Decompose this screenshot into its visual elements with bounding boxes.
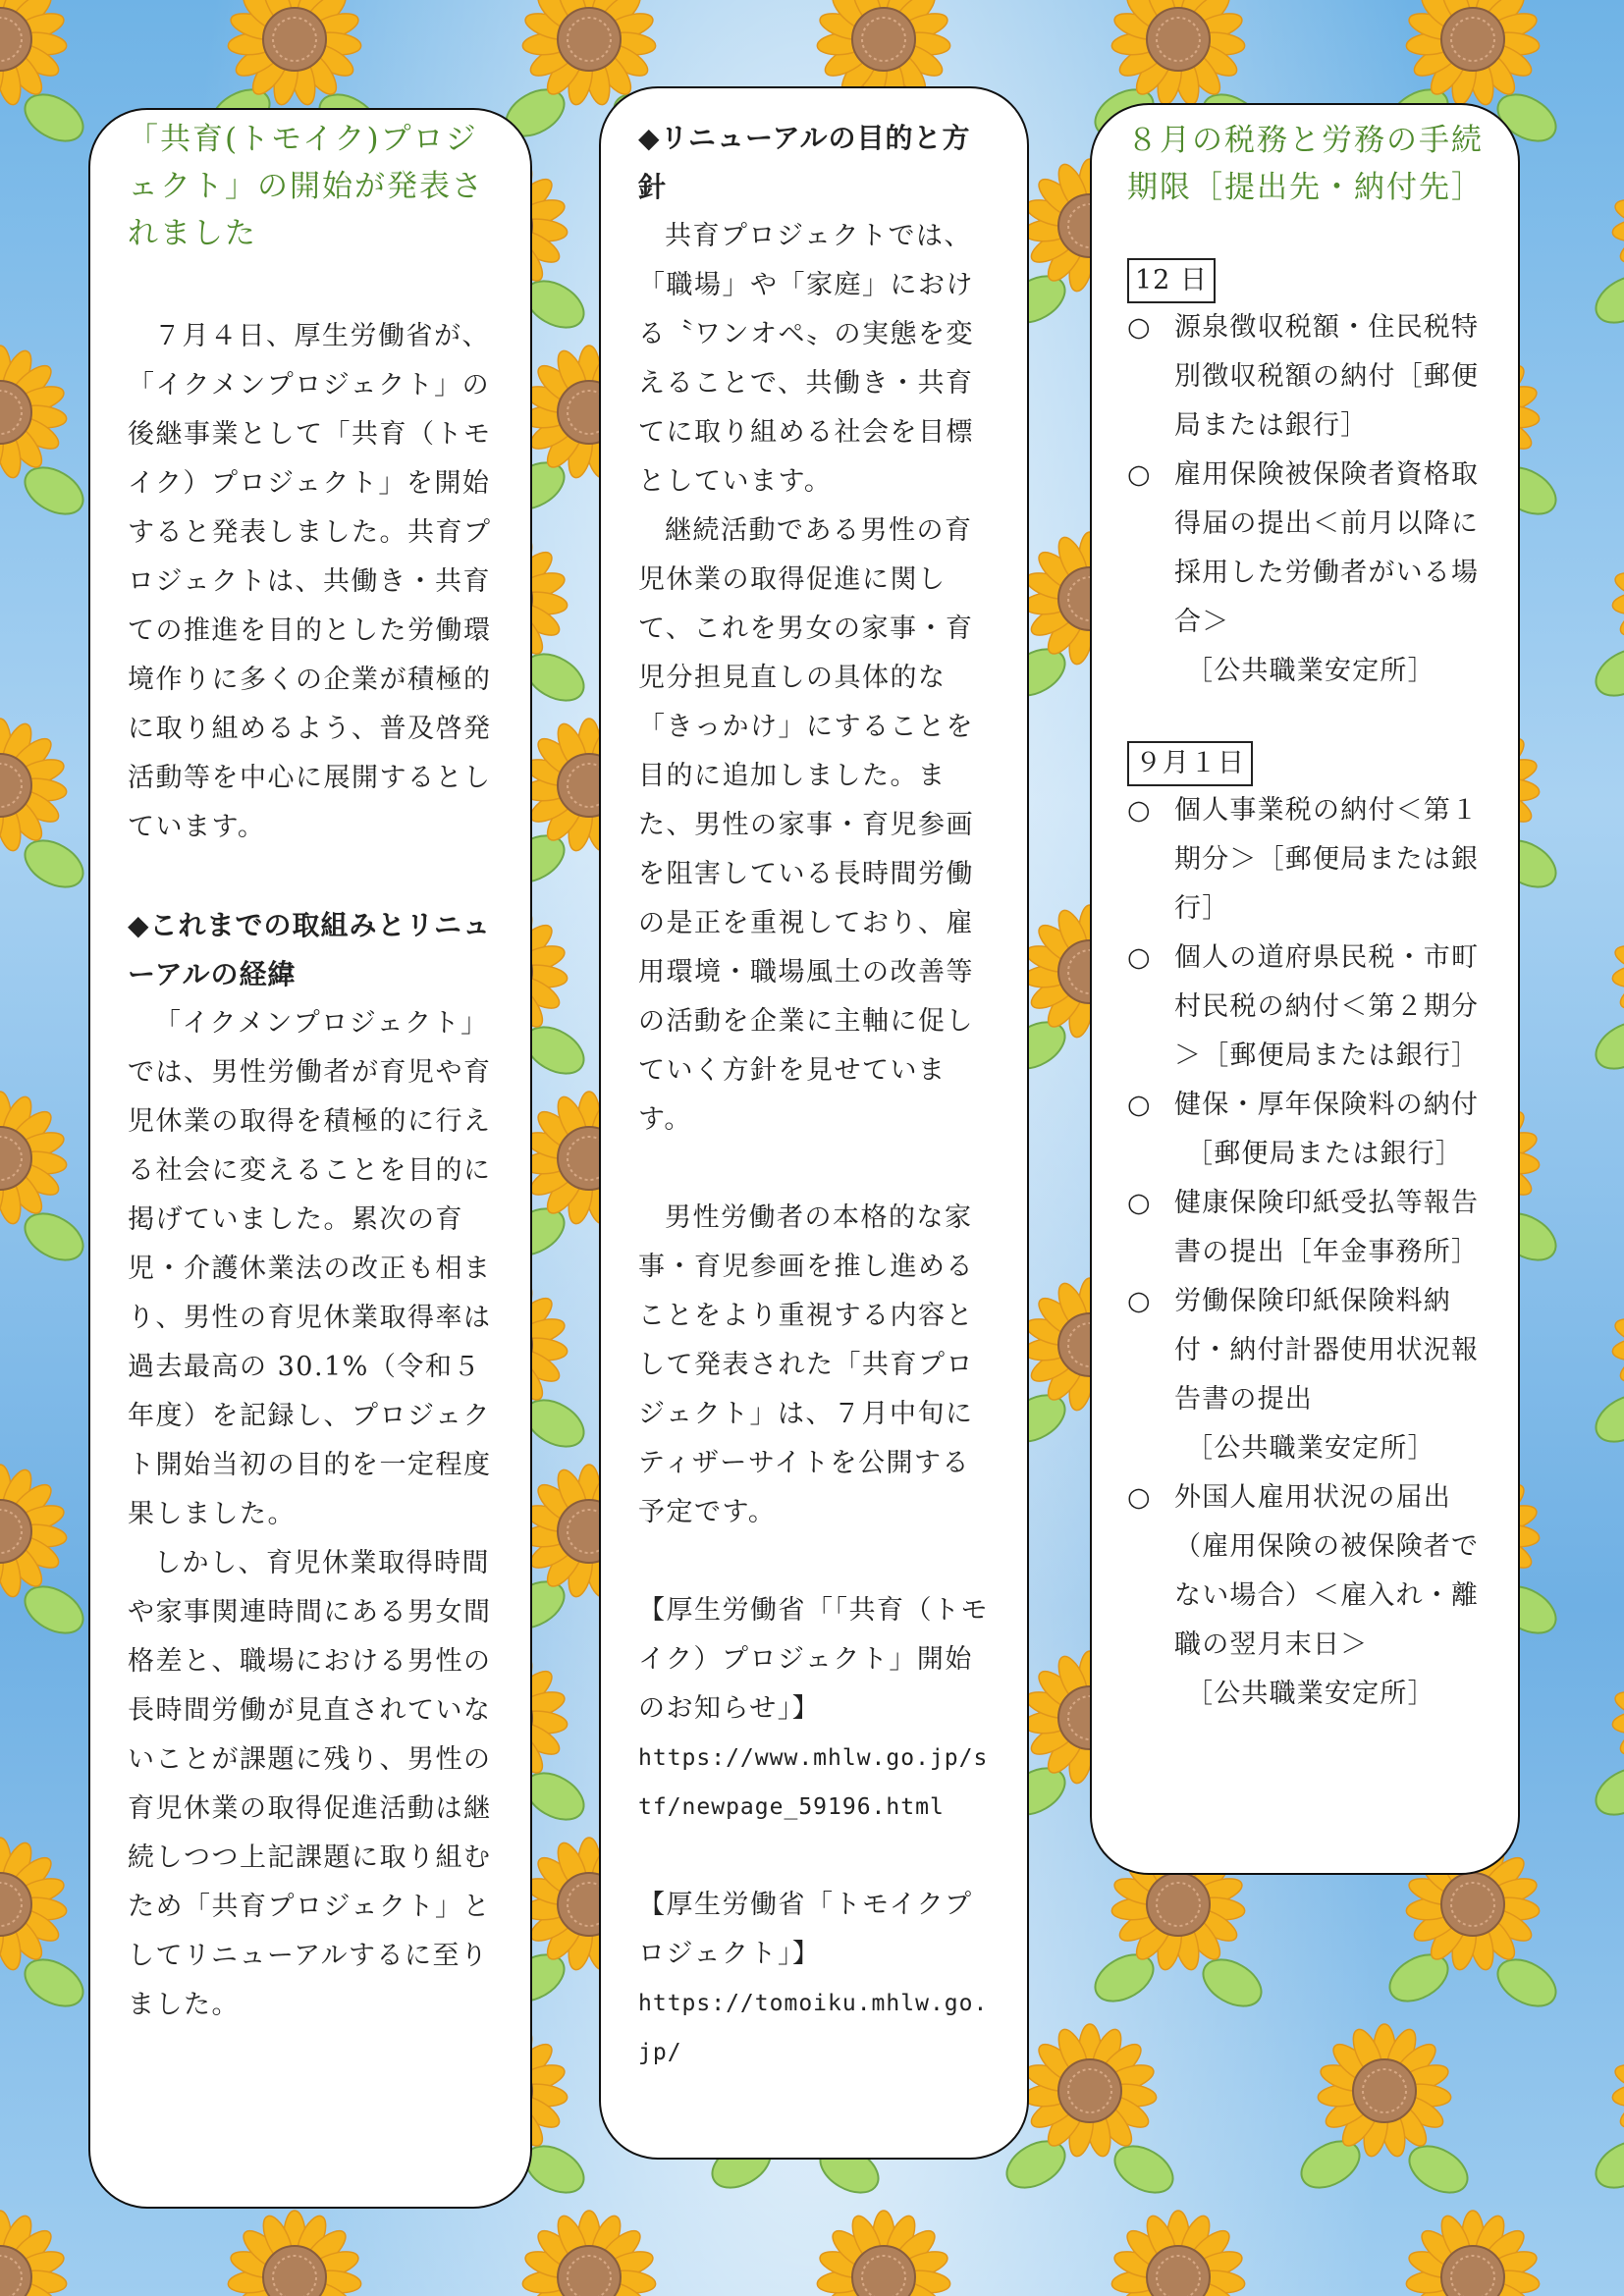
bullet-circle: ○ <box>1127 312 1152 343</box>
sunflower-icon <box>0 719 91 896</box>
bullet-circle: ○ <box>1127 1090 1152 1120</box>
sunflower-icon <box>1588 532 1624 710</box>
reference-title-1: 【厚生労働省「「共育（トモイク）プロジェクト」開始のお知らせ」】 <box>638 1595 989 1724</box>
deadline-item-text: 源泉徴収税額・住民税特別徴収税額の納付［郵便局または銀行］ <box>1174 312 1480 441</box>
deadline-item <box>1127 934 1487 1081</box>
deadline-item <box>1127 451 1487 696</box>
deadline-group <box>1127 258 1487 696</box>
sunflower-icon <box>1588 159 1624 337</box>
deadline-item <box>1127 1277 1487 1473</box>
deadline-item-destination: ［郵便局または銀行］ <box>1186 1139 1463 1169</box>
sunflower-icon <box>0 1838 91 2015</box>
article-title: 「共育(トモイク)プロジェクト」の開始が発表されました <box>128 122 484 251</box>
bullet-circle: ○ <box>1127 1482 1152 1513</box>
sunflower-icon <box>203 2211 385 2296</box>
sunflower-icon <box>1588 1651 1624 1829</box>
sunflower-icon <box>1588 905 1624 1083</box>
sunflower-icon <box>1087 2211 1269 2296</box>
intro-paragraph: ７月４日、厚生労働省が、「イクメンプロジェクト」の後継事業として「共育（トモイク）プロジェクト」を開始すると発表しました。共育プロジェクトは、共働き・共育ての推進を目的とした労働環境作りに多くの企業が積極的に取り組めるよう、普及啓発活動等を中心に展開するとしています。 <box>128 321 492 842</box>
deadline-item-text: 健康保険印紙受払等報告書の提出［年金事務所］ <box>1174 1188 1480 1267</box>
deadline-panel <box>1090 103 1520 1875</box>
sunflower-icon <box>0 0 91 150</box>
deadline-item-text: 個人の道府県民税・市町村民税の納付＜第２期分＞［郵便局または銀行］ <box>1174 942 1480 1071</box>
bullet-circle: ○ <box>1127 942 1152 973</box>
history-paragraph-1: 「イクメンプロジェクト」では、男性労働者が育児や育児休業の取得を積極的に行える社会に変えることを目的に掲げていました。累次の育児・介護休業法の改正も相まり、男性の育児休業取得率は過去最高の 30.1%（令和５年度）を記録し、プロジェクト開始当初の目的を一定程度果しました。 <box>128 1008 492 1529</box>
deadline-item <box>1127 303 1487 451</box>
article-panel-renewal <box>599 86 1029 2160</box>
deadline-item <box>1127 1179 1487 1277</box>
sunflower-icon <box>498 2211 679 2296</box>
reference-link-2[interactable]: https://tomoiku.mhlw.go.jp/ <box>638 1991 989 2065</box>
deadline-item <box>1127 786 1487 934</box>
deadline-item-text: 外国人雇用状況の届出（雇用保険の被保険者でない場合）＜雇入れ・離職の翌月末日＞ <box>1174 1482 1480 1660</box>
deadline-item <box>1127 1081 1487 1179</box>
sunflower-icon <box>1588 2024 1624 2202</box>
deadline-item <box>1127 1473 1487 1719</box>
sunflower-icon <box>792 2211 974 2296</box>
reference-title-2: 【厚生労働省「トモイクプロジェクト」】 <box>638 1890 973 1969</box>
date-badge: ９月１日 <box>1127 741 1253 786</box>
bullet-circle: ○ <box>1127 1188 1152 1218</box>
sunflower-icon <box>0 346 91 523</box>
bullet-circle: ○ <box>1127 1286 1152 1316</box>
purpose-paragraph-2: 継続活動である男性の育児休業の取得促進に関して、これを男女の家事・育児分担見直しの具体的な「きっかけ」にすることを目的に追加しました。また、男性の家事・育児参画を阻害している長時間労働の是正を重視しており、雇用環境・職場風土の改善等の活動を企業に主軸に促していく方針を見せています。 <box>638 515 974 1135</box>
bullet-circle: ○ <box>1127 459 1152 490</box>
deadline-title: ８月の税務と労務の手続期限［提出先・納付先］ <box>1127 123 1484 205</box>
section-heading-history: ◆これまでの取組みとリニューアルの経緯 <box>128 909 491 990</box>
purpose-paragraph-1: 共育プロジェクトでは、「職場」や「家庭」における〝ワンオペ〟の実態を変えることで、共働き・共育てに取り組める社会を目標としています。 <box>638 221 974 497</box>
history-paragraph-2: しかし、育児休業取得時間や家事関連時間にある男女間格差と、職場における男性の長時間労働が見直されていないことが課題に残り、男性の育児休業の取得促進活動は継続しつつ上記課題に取り組むため「共育プロジェクト」としてリニューアルするに至りました。 <box>128 1548 492 2020</box>
deadline-item-destination: ［公共職業安定所］ <box>1186 1433 1435 1464</box>
sunflower-icon <box>0 1465 91 1642</box>
sunflower-icon <box>1293 2024 1475 2202</box>
deadline-item-text: 雇用保険被保険者資格取得届の提出＜前月以降に採用した労働者がいる場合＞ <box>1174 459 1480 637</box>
deadline-group <box>1127 741 1487 1719</box>
sunflower-icon <box>0 2211 91 2296</box>
sunflower-icon <box>0 1092 91 1269</box>
section-heading-purpose: ◆リニューアルの目的と方針 <box>638 122 971 203</box>
reference-link-1[interactable]: https://www.mhlw.go.jp/stf/newpage_59196.html <box>638 1745 989 1820</box>
sunflower-icon <box>1588 1278 1624 1456</box>
date-badge: 12 日 <box>1127 258 1216 303</box>
bullet-circle: ○ <box>1127 795 1152 826</box>
sunflower-icon <box>1381 2211 1563 2296</box>
deadline-item-text: 健保・厚年保険料の納付 <box>1174 1090 1480 1120</box>
deadline-item-text: 個人事業税の納付＜第１期分＞［郵便局または銀行］ <box>1174 795 1480 924</box>
deadline-item-destination: ［公共職業安定所］ <box>1186 1679 1435 1709</box>
purpose-paragraph-3: 男性労働者の本格的な家事・育児参画を推し進めることをより重視する内容として発表された「共育プロジェクト」は、７月中旬にティザーサイトを公開する予定です。 <box>638 1202 974 1527</box>
article-panel-tomoiku-start <box>88 108 532 2209</box>
deadline-item-destination: ［公共職業安定所］ <box>1186 656 1435 686</box>
deadline-item-text: 労働保険印紙保険料納付・納付計器使用状況報告書の提出 <box>1174 1286 1480 1415</box>
